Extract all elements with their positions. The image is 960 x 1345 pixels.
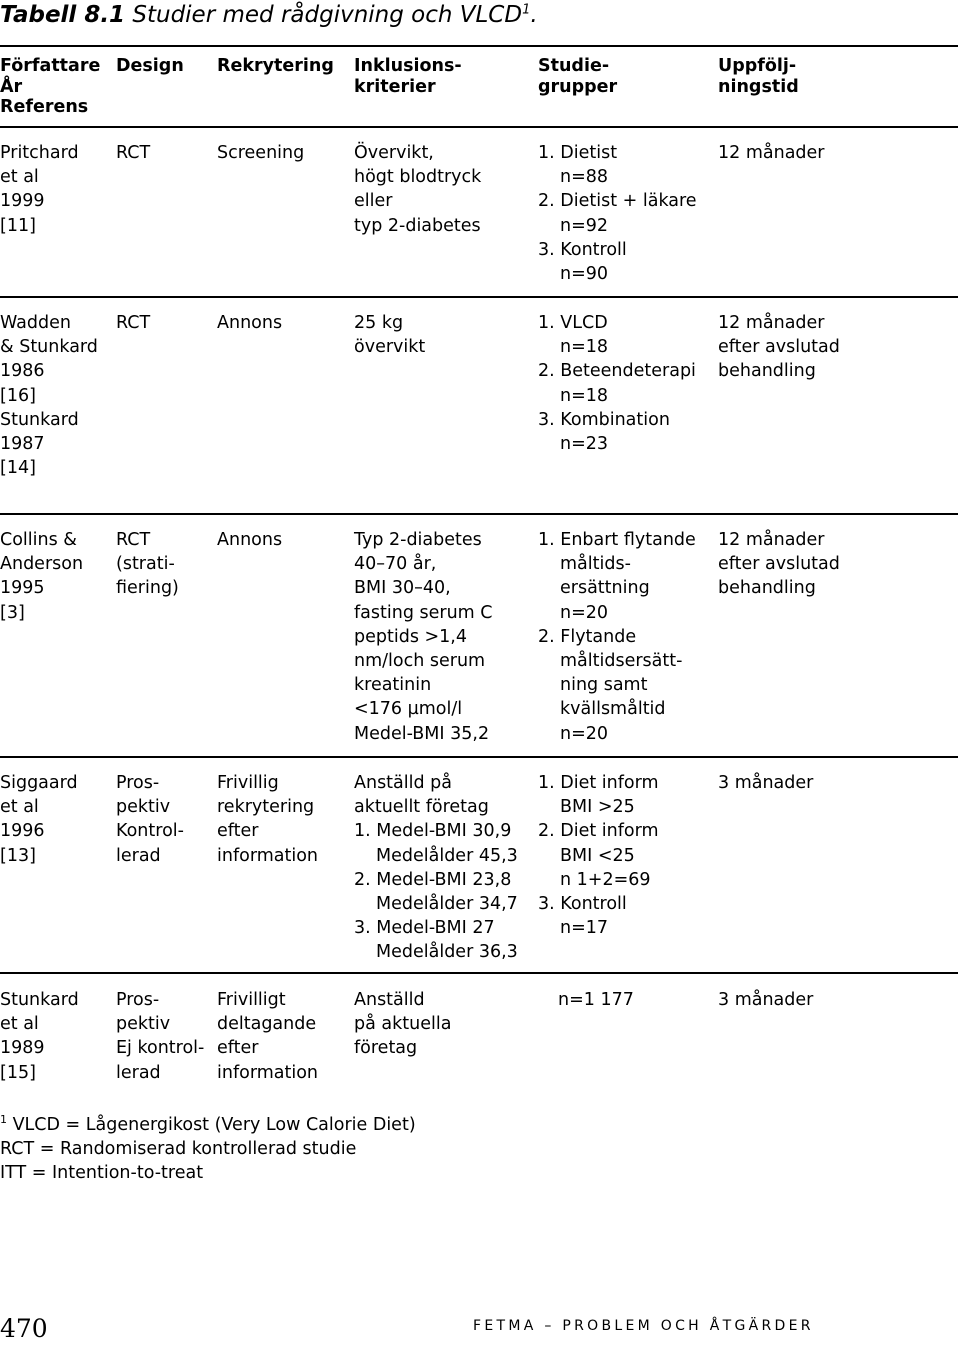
table-top-rule — [0, 45, 958, 47]
cell-inclusion-criteria — [354, 311, 425, 359]
cell-line: Annons — [217, 530, 283, 550]
cell-line: Stunkard — [0, 409, 79, 430]
cell-line: RCT — [116, 530, 151, 550]
header-followup — [718, 56, 799, 97]
running-footer: FETMA – PROBLEM OCH ÅTGÄRDER — [473, 1318, 814, 1334]
cell-line: n=20 — [560, 723, 609, 744]
footnotes — [0, 1108, 416, 1185]
cell-line: Anställd på — [354, 773, 452, 793]
cell-line: Stunkard — [0, 990, 79, 1010]
cell-line: 2. Diet inform — [538, 821, 659, 842]
cell-study-groups — [558, 988, 634, 1012]
cell-line: aktuellt företag — [354, 797, 489, 818]
cell-line: 1989 — [0, 1038, 45, 1059]
cell-followup — [718, 771, 813, 795]
header-author — [0, 56, 100, 118]
cell-line: deltagande — [217, 1014, 317, 1035]
cell-line: 2. Beteendeterapi — [538, 361, 696, 382]
cell-line: n=20 — [560, 602, 609, 623]
caption-footnote-ref: 1 — [522, 2, 531, 18]
cell-line: information — [217, 845, 319, 866]
cell-inclusion-criteria — [354, 771, 518, 965]
cell-line: Screening — [217, 143, 305, 163]
cell-study-groups — [538, 528, 696, 746]
cell-line: [3] — [0, 602, 25, 623]
table-title: Studier med rådgivning och VLCD — [132, 2, 523, 28]
cell-line: [15] — [0, 1062, 36, 1083]
cell-study-groups — [538, 771, 659, 940]
header-inclusion-criteria — [354, 56, 462, 97]
cell-recruitment — [217, 141, 304, 165]
header-study-groups — [538, 56, 617, 97]
cell-line: företag — [354, 1038, 418, 1059]
cell-line: efter — [217, 1038, 259, 1059]
cell-line: Pros- — [116, 773, 160, 793]
header-line: Studie- — [538, 56, 610, 76]
cell-line: Övervikt, — [354, 143, 434, 163]
header-line: Författare — [0, 56, 101, 76]
cell-recruitment — [217, 528, 282, 552]
cell-line: [13] — [0, 845, 36, 866]
cell-line: högt blodtryck — [354, 167, 482, 188]
cell-design — [116, 988, 204, 1085]
cell-followup — [718, 141, 825, 165]
row-separator-rule — [0, 126, 958, 128]
cell-design — [116, 528, 179, 601]
cell-inclusion-criteria — [354, 528, 493, 746]
cell-line: peptids >1,4 — [354, 626, 467, 647]
cell-line: information — [217, 1062, 319, 1083]
cell-line: övervikt — [354, 337, 426, 358]
cell-line: n=92 — [560, 215, 609, 236]
cell-line: lerad — [116, 1062, 161, 1083]
cell-line: pektiv — [116, 1014, 171, 1035]
cell-line: Medelålder 34,7 — [376, 893, 518, 914]
cell-line: 3. Kombination — [538, 409, 670, 430]
cell-line: 3 månader — [718, 990, 814, 1010]
cell-line: Collins & — [0, 530, 77, 550]
cell-line: på aktuella — [354, 1014, 452, 1035]
cell-line: eller — [354, 191, 393, 212]
row-separator-rule — [0, 513, 958, 515]
cell-design — [116, 141, 150, 165]
cell-line: n=18 — [560, 337, 609, 358]
header-line: ningstid — [718, 76, 799, 97]
footnote-rct: RCT = Randomiserad kontrollerad studie — [0, 1139, 357, 1160]
cell-line: n=18 — [560, 385, 609, 406]
cell-line: BMI <25 — [560, 845, 635, 866]
cell-line: efter avslutad — [718, 337, 840, 358]
cell-line: n=88 — [560, 167, 609, 188]
cell-line: lerad — [116, 845, 161, 866]
cell-line: Typ 2-diabetes — [354, 530, 482, 550]
cell-line: (strati- — [116, 554, 175, 575]
cell-line: [11] — [0, 215, 36, 236]
cell-inclusion-criteria — [354, 988, 451, 1061]
cell-line: 12 månader — [718, 313, 825, 333]
cell-line: nm/loch serum — [354, 650, 486, 671]
cell-line: 1. Dietist — [538, 143, 618, 163]
cell-line: Anställd — [354, 990, 425, 1010]
cell-line: BMI 30–40, — [354, 578, 451, 599]
cell-line: rekrytering — [217, 797, 315, 818]
cell-recruitment — [217, 988, 318, 1085]
cell-line: et al — [0, 167, 39, 188]
cell-study-groups — [538, 141, 697, 286]
cell-line: 1. Medel-BMI 30,9 — [354, 821, 512, 842]
cell-line: efter avslutad — [718, 554, 840, 575]
caption-period: . — [530, 2, 538, 28]
header-line: grupper — [538, 76, 618, 97]
cell-line: måltids- — [560, 554, 631, 575]
cell-line: n=23 — [560, 433, 609, 454]
cell-line: 1995 — [0, 578, 45, 599]
cell-line: 12 månader — [718, 143, 825, 163]
cell-line: n=90 — [560, 263, 609, 284]
cell-design — [116, 311, 150, 335]
cell-line: 1986 — [0, 361, 45, 382]
cell-followup — [718, 311, 840, 384]
cell-line: n=17 — [560, 918, 609, 939]
cell-line: 3. Medel-BMI 27 — [354, 918, 495, 939]
cell-recruitment — [217, 311, 282, 335]
cell-line: Wadden — [0, 313, 71, 333]
cell-line: fasting serum C — [354, 602, 493, 623]
cell-line: ning samt — [560, 675, 648, 696]
cell-line: pektiv — [116, 797, 171, 818]
cell-author — [0, 988, 79, 1085]
cell-line: 3. Kontroll — [538, 893, 627, 914]
cell-line: RCT — [116, 143, 151, 163]
cell-line: Siggaard — [0, 773, 78, 793]
cell-line: [14] — [0, 458, 36, 479]
cell-line: 1987 — [0, 433, 45, 454]
cell-study-groups — [538, 311, 696, 456]
footnote-itt: ITT = Intention-to-treat — [0, 1163, 204, 1184]
cell-line: 1996 — [0, 821, 45, 842]
cell-line: 3. Kontroll — [538, 239, 627, 260]
header-line: Rekrytering — [217, 56, 334, 76]
footnote-vlcd-text: VLCD = Lågenergikost (Very Low Calorie Diet) — [12, 1114, 416, 1135]
row-separator-rule — [0, 296, 958, 298]
cell-author — [0, 771, 78, 868]
cell-line: Frivilligt — [217, 990, 286, 1010]
cell-line: [16] — [0, 385, 36, 406]
cell-line: BMI >25 — [560, 797, 635, 818]
header-line: kriterier — [354, 76, 436, 97]
cell-line: Pros- — [116, 990, 160, 1010]
cell-design — [116, 771, 184, 868]
cell-followup — [718, 988, 813, 1012]
cell-line: & Stunkard — [0, 337, 98, 358]
cell-inclusion-criteria — [354, 141, 481, 238]
cell-line: 2. Flytande — [538, 626, 637, 647]
cell-line: Frivillig — [217, 773, 279, 793]
row-separator-rule — [0, 972, 958, 974]
cell-line: typ 2-diabetes — [354, 215, 481, 236]
header-design — [116, 56, 184, 77]
cell-line: Annons — [217, 313, 283, 333]
header-line: Uppfölj- — [718, 56, 797, 76]
cell-line: ersättning — [560, 578, 650, 599]
cell-line: kvällsmåltid — [560, 699, 666, 720]
cell-author — [0, 528, 83, 625]
cell-line: 1. Enbart flytande — [538, 530, 696, 550]
cell-line: Medel-BMI 35,2 — [354, 723, 490, 744]
header-line: Design — [116, 56, 184, 76]
cell-line: 2. Dietist + läkare — [538, 191, 697, 212]
footnote-mark: 1 — [0, 1113, 7, 1126]
cell-author — [0, 311, 98, 480]
cell-recruitment — [217, 771, 318, 868]
header-recruitment — [217, 56, 334, 77]
cell-line: 12 månader — [718, 530, 825, 550]
cell-line: et al — [0, 1014, 39, 1035]
cell-line: Kontrol- — [116, 821, 184, 842]
table-label: Tabell 8.1 — [0, 2, 126, 28]
cell-line: Anderson — [0, 554, 84, 575]
cell-line: 1. VLCD — [538, 313, 608, 333]
cell-line: n 1+2=69 — [560, 869, 651, 890]
header-line: År — [0, 76, 23, 97]
cell-line: 3 månader — [718, 773, 814, 793]
header-line: Referens — [0, 97, 89, 117]
cell-line: n=1 177 — [558, 990, 634, 1010]
cell-line: fiering) — [116, 578, 179, 599]
cell-line: efter — [217, 821, 259, 842]
cell-line: Medelålder 36,3 — [376, 942, 518, 963]
header-line: Inklusions- — [354, 56, 462, 76]
cell-line: kreatinin — [354, 675, 432, 696]
cell-line: Pritchard — [0, 143, 79, 163]
cell-line: 2. Medel-BMI 23,8 — [354, 869, 512, 890]
cell-line: Ej kontrol- — [116, 1038, 205, 1059]
cell-line: 25 kg — [354, 313, 404, 333]
cell-line: 40–70 år, — [354, 554, 437, 575]
cell-line: 1. Diet inform — [538, 773, 659, 793]
row-separator-rule — [0, 756, 958, 758]
cell-line: 1999 — [0, 191, 45, 212]
footnote-vlcd — [0, 1108, 416, 1137]
cell-line: RCT — [116, 313, 151, 333]
cell-author — [0, 141, 79, 238]
cell-line: Medelålder 45,3 — [376, 845, 518, 866]
page-number: 470 — [0, 1314, 48, 1343]
cell-line: <176 µmol/l — [354, 699, 463, 720]
cell-line: måltidsersätt- — [560, 650, 683, 671]
cell-followup — [718, 528, 840, 601]
table-caption — [0, 2, 538, 28]
cell-line: behandling — [718, 578, 816, 599]
cell-line: behandling — [718, 361, 816, 382]
cell-line: et al — [0, 797, 39, 818]
